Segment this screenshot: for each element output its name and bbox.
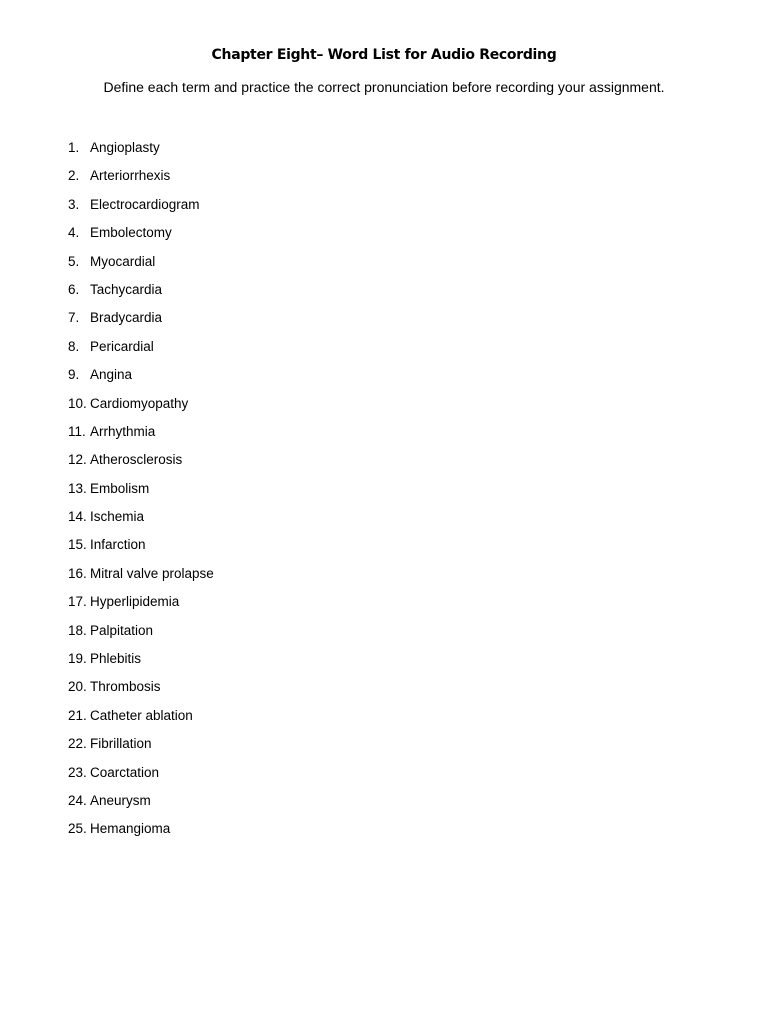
list-item-number: 17. xyxy=(68,594,87,610)
list-item-number: 20. xyxy=(68,679,87,695)
list-item-number: 6. xyxy=(68,281,80,297)
list-item xyxy=(68,536,214,564)
list-item-number: 3. xyxy=(68,196,80,212)
list-item-number: 5. xyxy=(68,253,80,269)
list-item-term: Mitral valve prolapse xyxy=(90,565,214,581)
list-item-number: 18. xyxy=(68,622,87,638)
list-item-number: 8. xyxy=(68,338,80,354)
list-item-number: 13. xyxy=(68,480,87,496)
list-item xyxy=(68,650,214,678)
list-item-term: Pericardial xyxy=(90,338,154,354)
list-item-number: 15. xyxy=(68,537,87,553)
list-item-term: Embolism xyxy=(90,480,150,496)
list-item xyxy=(68,423,214,451)
list-item-term: Ischemia xyxy=(90,509,145,525)
list-item-term: Hyperlipidemia xyxy=(90,594,180,610)
list-item xyxy=(68,395,214,423)
list-item-term: Tachycardia xyxy=(90,281,163,297)
list-item-term: Angina xyxy=(90,367,133,383)
list-item-term: Angioplasty xyxy=(90,140,160,155)
list-item xyxy=(68,281,214,309)
document-instructions: Define each term and practice the correct pronunciation before recording your assignment. xyxy=(103,79,665,95)
list-item-number: 23. xyxy=(68,764,87,780)
list-item xyxy=(68,139,214,167)
list-item xyxy=(68,735,214,763)
list-item-number: 11. xyxy=(68,423,86,439)
list-item-number: 12. xyxy=(68,452,87,468)
list-item-term: Aneurysm xyxy=(90,792,151,808)
list-item-term: Electrocardiogram xyxy=(90,196,200,212)
list-item-number: 19. xyxy=(68,651,87,667)
list-item xyxy=(68,224,214,252)
list-item xyxy=(68,366,214,394)
list-item-term: Atherosclerosis xyxy=(90,452,183,468)
word-list xyxy=(68,139,214,849)
list-item xyxy=(68,565,214,593)
list-item xyxy=(68,508,214,536)
list-item xyxy=(68,764,214,792)
list-item-term: Embolectomy xyxy=(90,225,172,241)
list-item-number: 9. xyxy=(68,367,80,383)
list-item-term: Myocardial xyxy=(90,253,156,269)
list-item-number: 21. xyxy=(68,707,87,723)
list-item-number: 1. xyxy=(68,140,80,155)
list-item xyxy=(68,622,214,650)
list-item xyxy=(68,707,214,735)
list-item-number: 10. xyxy=(68,395,87,411)
list-item xyxy=(68,451,214,479)
list-item-number: 24. xyxy=(68,792,87,808)
list-item-number: 7. xyxy=(68,310,80,326)
list-item-term: Hemangioma xyxy=(90,821,171,837)
list-item-number: 4. xyxy=(68,225,80,241)
list-item-term: Catheter ablation xyxy=(90,707,193,723)
list-item-term: Infarction xyxy=(90,537,146,553)
list-item-number: 25. xyxy=(68,821,87,837)
list-item-term: Arrhythmia xyxy=(90,423,156,439)
list-item xyxy=(68,196,214,224)
list-item xyxy=(68,253,214,281)
list-item-term: Fibrillation xyxy=(90,736,152,752)
list-item xyxy=(68,309,214,337)
list-item-number: 16. xyxy=(68,565,87,581)
document-title: Chapter Eight– Word List for Audio Recording xyxy=(211,47,557,63)
list-item-term: Phlebitis xyxy=(90,651,142,667)
list-item xyxy=(68,338,214,366)
list-item xyxy=(68,480,214,508)
list-item-number: 22. xyxy=(68,736,87,752)
list-item xyxy=(68,593,214,621)
list-item-term: Cardiomyopathy xyxy=(90,395,189,411)
list-item-term: Coarctation xyxy=(90,764,160,780)
list-item-term: Thrombosis xyxy=(90,679,161,695)
list-item-term: Arteriorrhexis xyxy=(90,168,171,184)
list-item xyxy=(68,792,214,820)
list-item xyxy=(68,678,214,706)
list-item-number: 2. xyxy=(68,168,80,184)
list-item xyxy=(68,167,214,195)
list-item-term: Palpitation xyxy=(90,622,154,638)
list-item-number: 14. xyxy=(68,509,87,525)
list-item-term: Bradycardia xyxy=(90,310,163,326)
list-item xyxy=(68,820,214,848)
